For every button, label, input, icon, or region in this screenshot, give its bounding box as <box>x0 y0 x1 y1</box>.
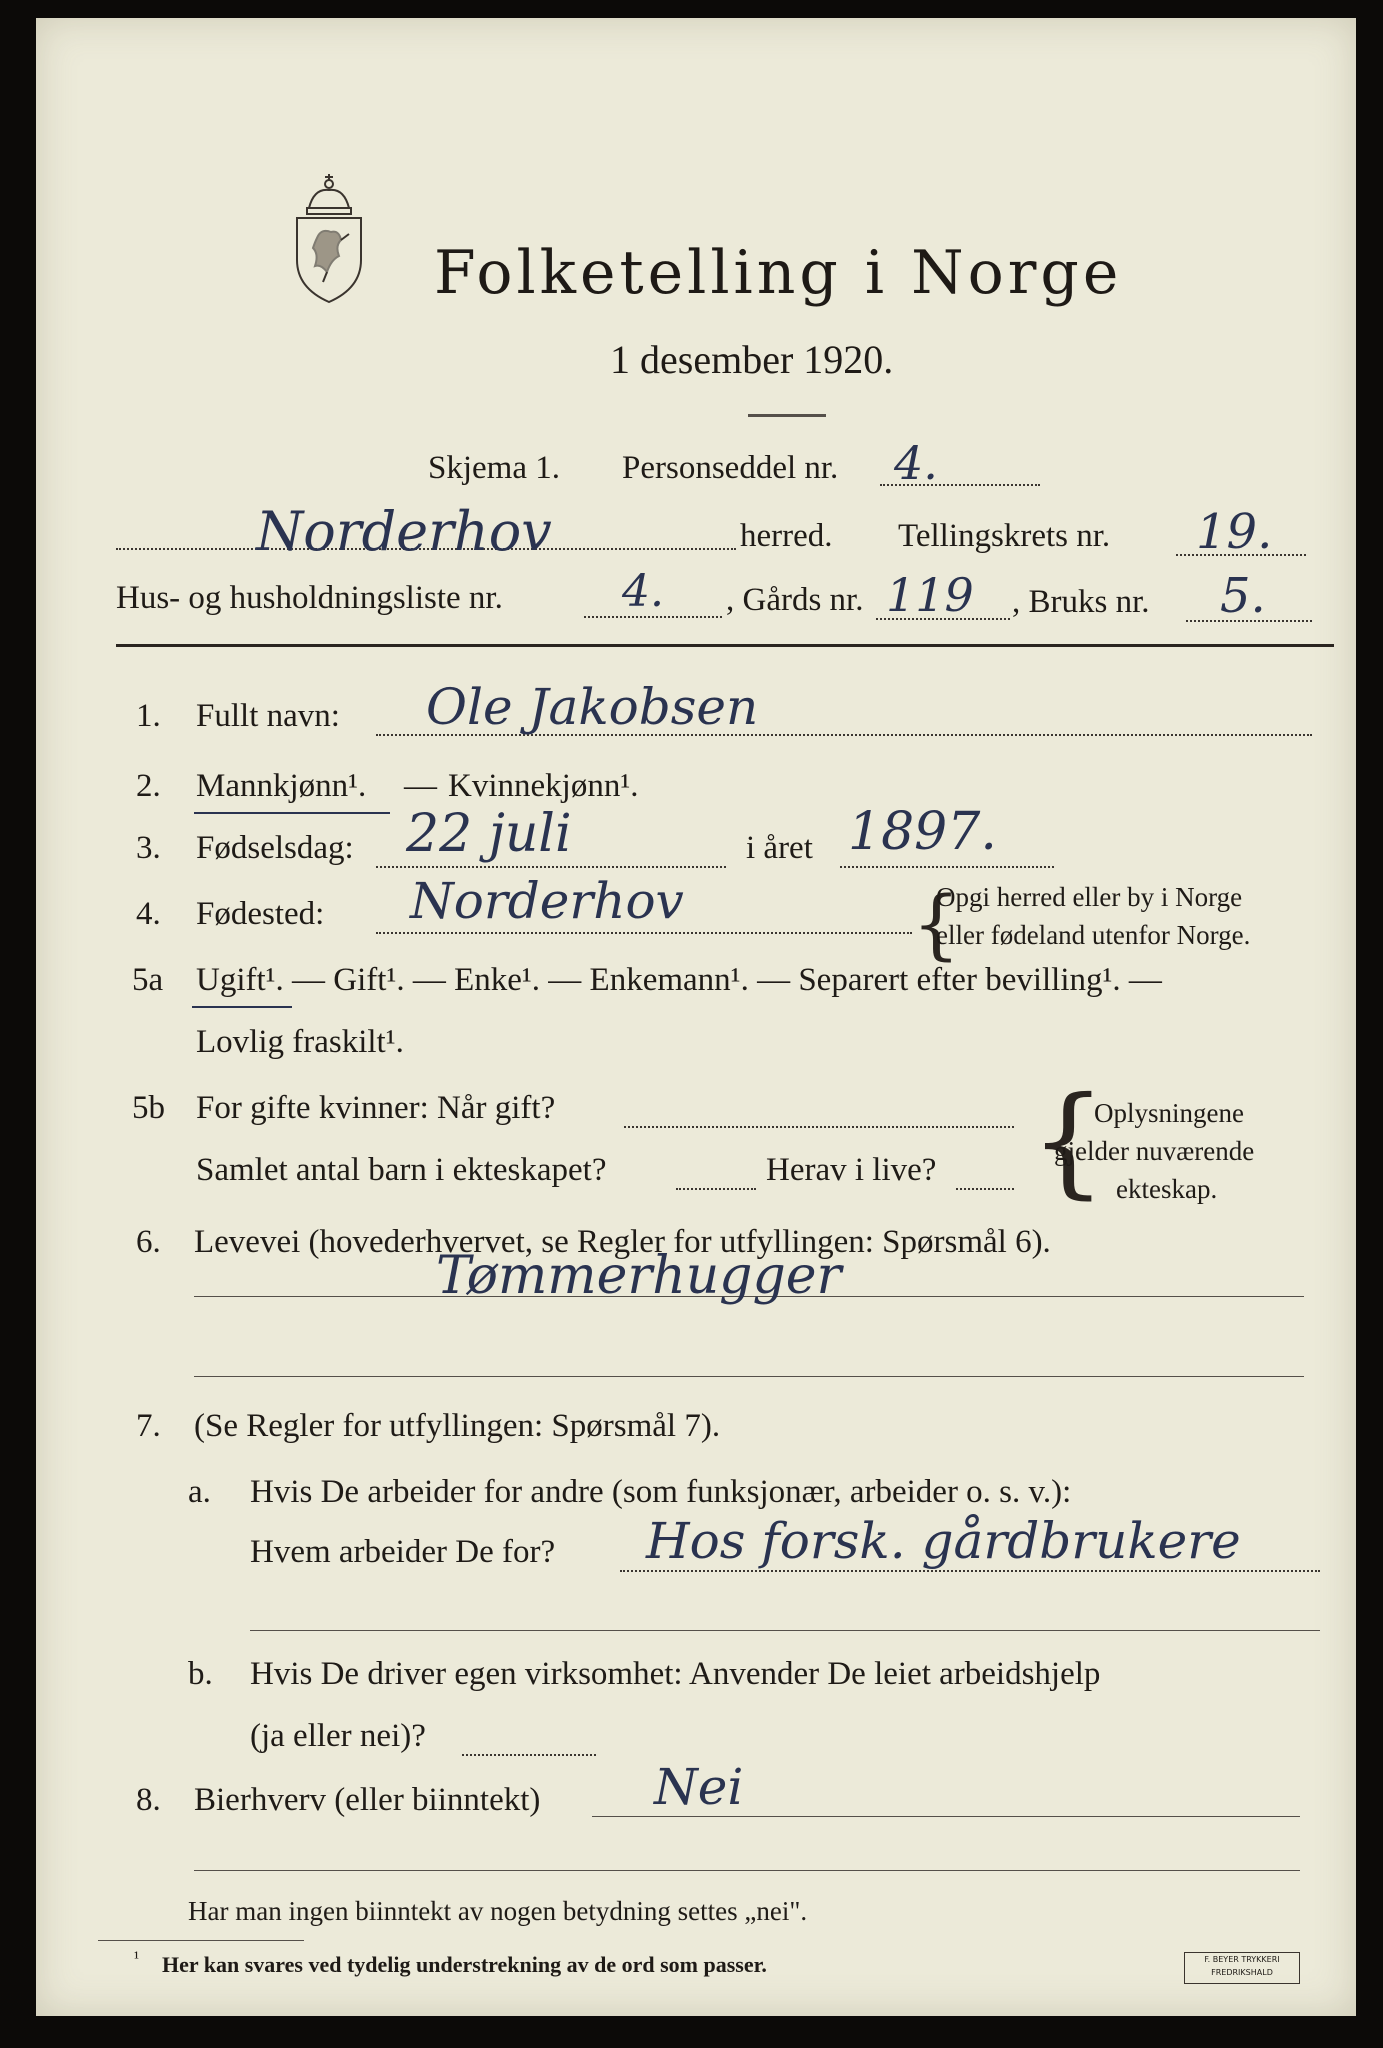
q3-line <box>376 866 726 868</box>
bruks-label: , Bruks nr. <box>1012 584 1150 620</box>
q5a-options-line2: Lovlig fraskilt¹. <box>196 1024 404 1060</box>
q4-note-line2: eller fødeland utenfor Norge. <box>936 920 1251 950</box>
q8-line2 <box>194 1870 1300 1871</box>
q2-female: Kvinnekjønn¹. <box>448 768 639 804</box>
q5b-note-line2: gjelder nuværende <box>1054 1136 1255 1166</box>
q5b-gift-line <box>624 1126 1014 1128</box>
tellingskrets-label: Tellingskrets nr. <box>898 518 1111 554</box>
q7a-line <box>620 1570 1320 1572</box>
q5b-live-line <box>956 1188 1014 1190</box>
q3-year-label: i året <box>746 830 813 866</box>
q8-label: Bierhverv (eller biinntekt) <box>194 1782 541 1818</box>
q4-note-line1: Opgi herred eller by i Norge <box>936 882 1243 912</box>
q5b-brace: { <box>1030 1072 1107 1211</box>
q4-label: Fødested: <box>196 896 325 932</box>
norwegian-coat-of-arms-icon <box>279 168 379 308</box>
personseddel-value: 4. <box>894 436 938 490</box>
q7a-number: a. <box>188 1474 211 1510</box>
q5b-note-line3: ekteskap. <box>1116 1174 1218 1204</box>
q8-line1 <box>592 1816 1300 1817</box>
q3-number: 3. <box>136 830 161 866</box>
q7b-line <box>462 1754 596 1756</box>
title-divider <box>748 414 826 417</box>
schema-label: Skjema 1. <box>428 450 560 486</box>
q7a-value: Hos forsk. gårdbrukere <box>646 1512 1241 1570</box>
q8-value: Nei <box>654 1758 744 1816</box>
q1-number: 1. <box>136 698 161 734</box>
q3-label: Fødselsdag: <box>196 830 354 866</box>
census-form <box>36 18 1356 2016</box>
q4-number: 4. <box>136 896 161 932</box>
footnote-divider <box>98 1940 304 1941</box>
q6-value: Tømmerhugger <box>436 1246 842 1306</box>
q5a-ugift-underline <box>192 1006 292 1008</box>
q3-year-value: 1897. <box>848 802 997 862</box>
q6-label: Levevei (hovederhvervet, se Regler for utfyllingen: Spørsmål 6). <box>194 1224 1051 1260</box>
q4-line <box>376 932 912 934</box>
personseddel-label: Personseddel nr. <box>622 450 839 486</box>
census-date: 1 desember 1920. <box>610 337 894 382</box>
footer-note: Har man ingen biinntekt av nogen betydning settes „nei". <box>188 1896 808 1926</box>
q7a-line1: Hvis De arbeider for andre (som funksjonær, arbeider o. s. v.): <box>250 1474 1072 1510</box>
gards-label: , Gårds nr. <box>726 582 864 618</box>
q2-male-underline <box>194 812 390 814</box>
tellingskrets-value: 19. <box>1196 504 1273 560</box>
herred-label: herred. <box>740 518 833 554</box>
hus-label: Hus- og husholdningsliste nr. <box>116 580 503 616</box>
q7-label: (Se Regler for utfyllingen: Spørsmål 7). <box>194 1408 721 1444</box>
q5a-options-line1: Ugift¹. — Gift¹. — Enke¹. — Enkemann¹. — Separert efter bevilling¹. — <box>196 962 1162 998</box>
q2-separator: — <box>404 768 437 804</box>
bruks-value: 5. <box>1220 568 1266 624</box>
q6-line2 <box>194 1376 1304 1377</box>
q4-value: Norderhov <box>410 872 684 930</box>
q7a-line2: Hvem arbeider De for? <box>250 1534 556 1570</box>
q5b-number: 5b <box>132 1090 165 1126</box>
q7b-line2: (ja eller nei)? <box>250 1718 426 1754</box>
q7-number: 7. <box>136 1408 161 1444</box>
form-title: Folketelling i Norge <box>434 238 1123 308</box>
q7b-number: b. <box>188 1656 213 1692</box>
q7a-line-extra <box>250 1630 1320 1631</box>
q1-value: Ole Jakobsen <box>426 678 759 736</box>
printer-stamp: F. BEYER TRYKKERI FREDRIKSHALD <box>1184 1952 1300 1984</box>
q5b-barn-line <box>676 1188 756 1190</box>
q5b-line2b: Herav i live? <box>766 1152 937 1188</box>
gards-value: 119 <box>886 568 974 622</box>
header-divider <box>116 644 1334 647</box>
q5b-line2a: Samlet antal barn i ekteskapet? <box>196 1152 607 1188</box>
footnote-mark: ¹ <box>134 1948 140 1967</box>
q5b-note-line1: Oplysningene <box>1094 1098 1244 1128</box>
q8-number: 8. <box>136 1782 161 1818</box>
q4-brace: { <box>912 879 961 968</box>
q3-value: 22 juli <box>406 804 572 864</box>
herred-value: Norderhov <box>256 500 552 563</box>
q5a-number: 5a <box>132 962 164 998</box>
q3-year-line <box>840 866 1054 868</box>
footnote-text: Her kan svares ved tydelig understrekning av de ord som passer. <box>162 1952 767 1977</box>
q7b-line1: Hvis De driver egen virksomhet: Anvender De leiet arbeidshjelp <box>250 1656 1101 1692</box>
q2-male: Mannkjønn¹. <box>196 768 367 804</box>
q6-number: 6. <box>136 1224 161 1260</box>
hus-value: 4. <box>622 566 664 617</box>
q5b-line1: For gifte kvinner: Når gift? <box>196 1090 556 1126</box>
q1-label: Fullt navn: <box>196 698 340 734</box>
q2-number: 2. <box>136 768 161 804</box>
